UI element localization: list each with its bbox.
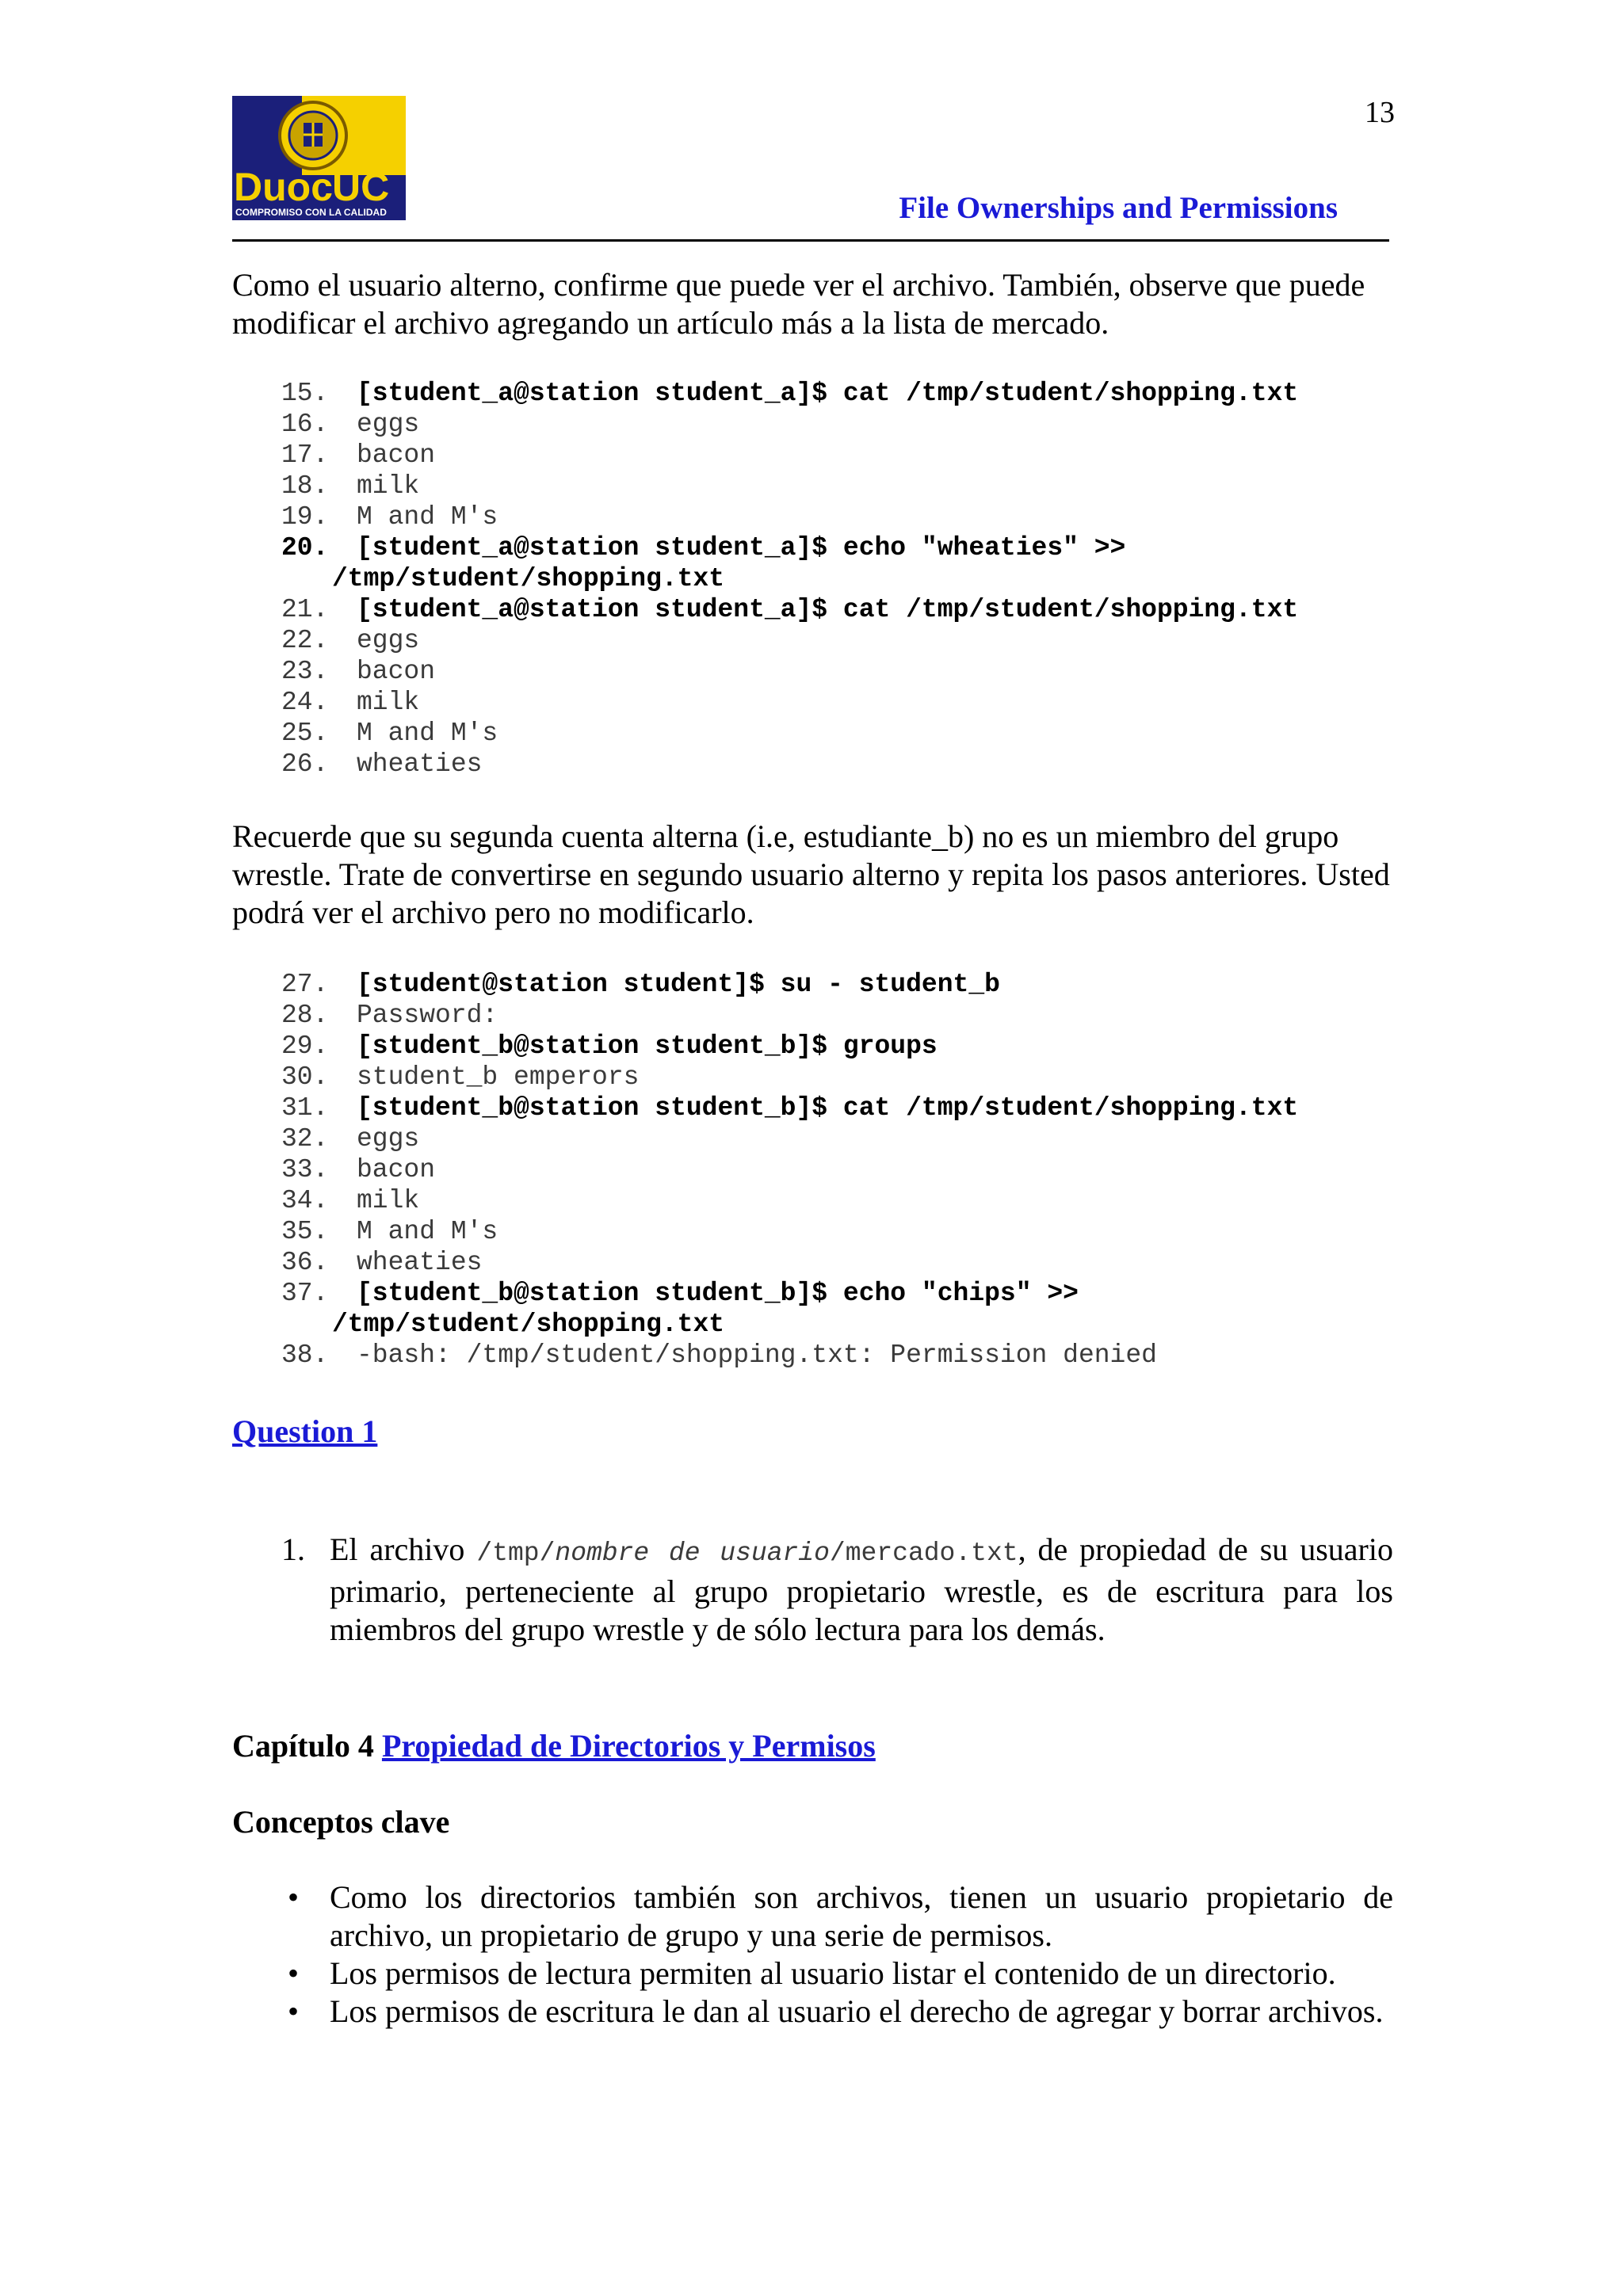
bullet-icon: • xyxy=(288,1955,300,1991)
code-line xyxy=(281,532,1298,563)
chapter-label: Capítulo 4 xyxy=(232,1728,374,1764)
chapter-link[interactable]: Propiedad de Directorios y Permisos xyxy=(381,1728,876,1764)
command-continuation: /tmp/student/shopping.txt xyxy=(332,564,725,593)
concepts-list xyxy=(281,1878,1393,2031)
command-text: [student_a@station student_a]$ cat /tmp/student/shopping.txt xyxy=(357,595,1299,624)
line-number: 24. xyxy=(281,688,329,717)
intro-paragraph: Como el usuario alterno, confirme que puede ver el archivo. También, observe que puede modificar el archivo agregando un artículo más a la lista de mercado. xyxy=(232,267,1365,341)
answer-item xyxy=(281,1531,1393,1649)
code-line xyxy=(281,502,1298,532)
code-line xyxy=(281,718,1298,749)
command-text: [student_b@station student_b]$ groups xyxy=(357,1032,938,1061)
answer-prefix: El archivo xyxy=(330,1531,465,1567)
header-title: File Ownerships and Permissions xyxy=(899,191,1338,225)
code-line xyxy=(281,625,1298,656)
output-text: milk xyxy=(357,471,420,501)
code-line xyxy=(281,409,1298,440)
output-text: Password: xyxy=(357,1001,498,1030)
code-line xyxy=(281,749,1298,780)
output-text: bacon xyxy=(357,441,436,470)
command-text: [student_a@station student_a]$ cat /tmp/student/shopping.txt xyxy=(357,379,1299,408)
output-text: eggs xyxy=(357,410,420,439)
line-number: 38. xyxy=(281,1341,329,1370)
code-line xyxy=(281,969,1298,1000)
output-text: bacon xyxy=(357,657,436,686)
list-item: • Los permisos de escritura le dan al usuario el derecho de agregar y borrar archivos. xyxy=(288,1993,1384,2029)
line-number: 29. xyxy=(281,1032,329,1061)
output-text: eggs xyxy=(357,626,420,655)
answer-path: /tmp/nombre de usuario/mercado.txt xyxy=(476,1539,1018,1568)
output-text: bacon xyxy=(357,1155,436,1184)
output-text: student_b emperors xyxy=(357,1062,640,1092)
code-line xyxy=(281,1340,1298,1371)
output-text: M and M's xyxy=(357,1217,498,1246)
output-text: wheaties xyxy=(357,749,483,779)
code-line xyxy=(281,1031,1298,1062)
code-line xyxy=(281,594,1298,625)
command-text: [student_b@station student_b]$ echo "chips" >> xyxy=(357,1279,1079,1308)
chapter-heading xyxy=(232,1727,876,1764)
line-number: 30. xyxy=(281,1062,329,1092)
line-number: 35. xyxy=(281,1217,329,1246)
code-line xyxy=(281,1216,1298,1247)
line-number: 18. xyxy=(281,471,329,501)
svg-text:Duoc: Duoc xyxy=(234,165,333,209)
code-line xyxy=(281,656,1298,687)
line-number: 26. xyxy=(281,749,329,779)
code-line xyxy=(281,1154,1298,1185)
line-number: 31. xyxy=(281,1093,329,1123)
concepts-heading: Conceptos clave xyxy=(232,1804,450,1840)
output-text: M and M's xyxy=(357,502,498,532)
code-line xyxy=(281,1000,1298,1031)
output-text: eggs xyxy=(357,1124,420,1154)
line-number: 28. xyxy=(281,1001,329,1030)
code-line xyxy=(281,378,1298,409)
code-line xyxy=(281,471,1298,502)
command-text: [student@station student]$ su - student_b xyxy=(357,970,1000,999)
line-number: 25. xyxy=(281,719,329,748)
code-line xyxy=(281,1123,1298,1154)
duocuc-logo xyxy=(232,96,406,220)
output-text: milk xyxy=(357,1186,420,1215)
line-number: 36. xyxy=(281,1248,329,1277)
line-number: 32. xyxy=(281,1124,329,1154)
line-number: 34. xyxy=(281,1186,329,1215)
answer-marker: 1. xyxy=(281,1531,305,1567)
code-line xyxy=(281,687,1298,718)
question-1-link[interactable]: Question 1 xyxy=(232,1413,378,1449)
code-line xyxy=(281,1185,1298,1216)
code-line xyxy=(281,440,1298,471)
command-text: [student_a@station student_a]$ echo "wheaties" >> xyxy=(357,533,1126,563)
code-block-2 xyxy=(281,969,1298,1371)
output-text: M and M's xyxy=(357,719,498,748)
line-number: 19. xyxy=(281,502,329,532)
bullet-icon: • xyxy=(288,1993,300,2029)
second-paragraph: Recuerde que su segunda cuenta alterna (i.e, estudiante_b) no es un miembro del grupo wrestle. Trate de convertirse en segundo usuario alterno y repita los pasos anteriores. Usted podrá ver el archivo pero no modificarlo. xyxy=(232,818,1390,930)
output-text: -bash: /tmp/student/shopping.txt: Permission denied xyxy=(357,1341,1157,1370)
line-number: 23. xyxy=(281,657,329,686)
code-block-1 xyxy=(281,378,1298,780)
line-number: 16. xyxy=(281,410,329,439)
bullet-icon: • xyxy=(288,1879,300,1915)
page-number: 13 xyxy=(1365,96,1395,129)
line-number: 15. xyxy=(281,379,329,408)
line-number: 17. xyxy=(281,441,329,470)
line-number: 27. xyxy=(281,970,329,999)
code-line xyxy=(281,1062,1298,1093)
command-text: [student_b@station student_b]$ cat /tmp/student/shopping.txt xyxy=(357,1093,1299,1123)
output-text: milk xyxy=(357,688,420,717)
command-continuation: /tmp/student/shopping.txt xyxy=(332,1310,725,1339)
line-number: 33. xyxy=(281,1155,329,1184)
line-number: 22. xyxy=(281,626,329,655)
code-line xyxy=(281,1247,1298,1278)
list-item: • Como los directorios también son archivos, tienen un usuario propietario de archivo, un propietario de grupo y una serie de permisos. xyxy=(288,1879,1393,1953)
code-line xyxy=(281,1093,1298,1123)
line-number: 37. xyxy=(281,1279,329,1308)
svg-text:COMPROMISO CON LA CALIDAD: COMPROMISO CON LA CALIDAD xyxy=(235,207,387,218)
line-number: 21. xyxy=(281,595,329,624)
line-number: 20. xyxy=(281,533,329,563)
output-text: wheaties xyxy=(357,1248,483,1277)
list-item: • Los permisos de lectura permiten al usuario listar el contenido de un directorio. xyxy=(288,1955,1336,1991)
svg-text:UC: UC xyxy=(332,165,390,209)
code-line xyxy=(281,1278,1298,1309)
answer-rest: , de propiedad de su usuario primario, perteneciente al grupo propietario wrestle, es de escritura para los miembros del grupo wrestle y de sólo lectura para los demás. xyxy=(330,1531,1393,1647)
header-divider xyxy=(232,239,1389,242)
